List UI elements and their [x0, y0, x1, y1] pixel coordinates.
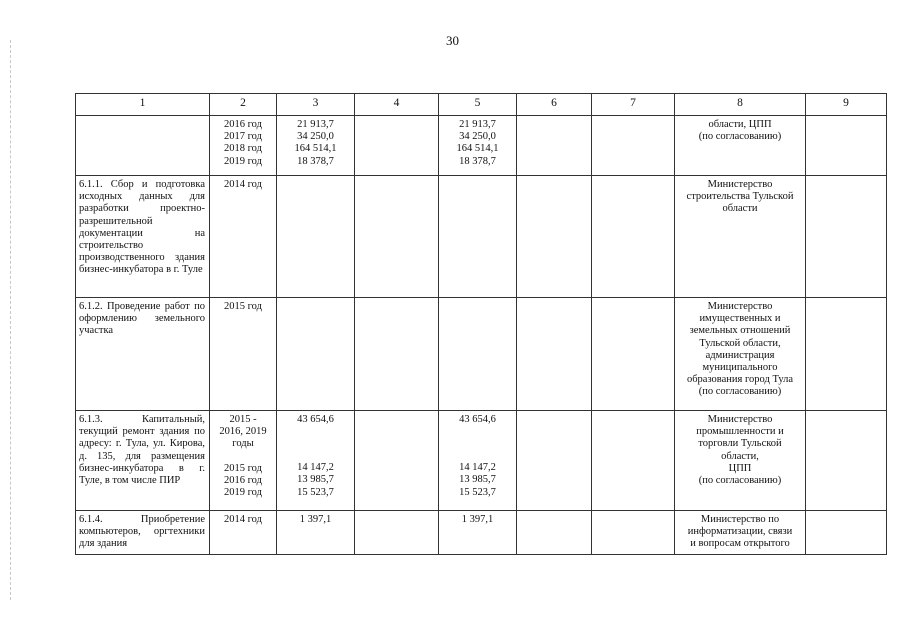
empty-cell — [517, 116, 592, 176]
empty-cell — [439, 298, 517, 411]
spacer — [280, 426, 351, 438]
empty-cell — [355, 411, 439, 511]
responsible-line: земельных отношений — [689, 325, 791, 337]
empty-cell — [592, 116, 675, 176]
col-header-3: 3 — [277, 94, 355, 116]
responsible-line: ЦПП — [728, 462, 752, 474]
total-amount-cell — [277, 116, 355, 176]
year-label: 2016 год — [224, 474, 262, 486]
table-row — [76, 511, 887, 555]
spacer — [280, 450, 351, 462]
table-row — [76, 176, 887, 298]
empty-cell — [517, 298, 592, 411]
year-label: 2018 год — [224, 143, 262, 155]
empty-cell — [592, 511, 675, 555]
responsible-line: торговли Тульской — [698, 438, 782, 450]
responsible-line: (по согласованию) — [698, 131, 782, 143]
responsible-line: имущественных и — [699, 313, 781, 325]
responsible-line: Министерство — [707, 414, 773, 425]
empty-cell — [517, 511, 592, 555]
amount-value: 14 147,2 — [459, 462, 496, 474]
responsible-cell — [675, 176, 806, 298]
spacer — [442, 438, 513, 450]
period-cell — [210, 298, 277, 411]
responsible-line: (по согласованию) — [698, 475, 782, 487]
table-row — [76, 298, 887, 411]
empty-cell — [517, 411, 592, 511]
year-label: 2019 год — [224, 155, 262, 167]
binding-margin-marks — [10, 40, 12, 600]
responsible-line: информатизации, связи — [687, 526, 793, 538]
col-header-8: 8 — [675, 94, 806, 116]
responsible-cell — [675, 298, 806, 411]
amount-value: 15 523,7 — [459, 486, 496, 498]
col-header-5: 5 — [439, 94, 517, 116]
empty-cell — [355, 116, 439, 176]
responsible-line: строительства Тульской — [686, 191, 794, 203]
amount-cell — [439, 511, 517, 555]
table-row — [76, 411, 887, 511]
measure-cell: 6.1.2. Проведение работ по оформлению земельного участка — [76, 298, 210, 411]
year-label: 2019 год — [224, 487, 262, 499]
amount-cell — [439, 411, 517, 511]
amount-value: 13 985,7 — [297, 474, 334, 486]
col-header-1: 1 — [76, 94, 210, 116]
empty-cell — [355, 511, 439, 555]
period-cell — [210, 176, 277, 298]
year-label: 2017 год — [224, 131, 262, 143]
measure-cell — [76, 116, 210, 176]
program-table — [75, 93, 887, 555]
spacer — [442, 450, 513, 462]
empty-cell — [592, 176, 675, 298]
responsible-line: промышленности и — [696, 426, 784, 438]
amount-value: 164 514,1 — [456, 143, 499, 155]
empty-cell — [806, 116, 887, 176]
period-cell — [210, 511, 277, 555]
responsible-line: Министерство — [707, 301, 773, 312]
responsible-cell — [675, 411, 806, 511]
period-cell — [210, 411, 277, 511]
responsible-cell — [675, 511, 806, 555]
period-label: 2015 - — [229, 414, 257, 425]
period-label: годы — [232, 438, 254, 450]
spacer — [442, 426, 513, 438]
measure-cell: 6.1.1. Сбор и подготовка исходных данных для разработки проектно-разрешительной документации на строительство производственного здания бизнес-инкубатора в г. Туле — [76, 176, 210, 298]
empty-cell — [355, 298, 439, 411]
amount-total: 43 654,6 — [459, 414, 496, 425]
responsible-line: (по согласованию) — [698, 386, 782, 398]
empty-cell — [517, 176, 592, 298]
empty-cell — [806, 298, 887, 411]
empty-cell — [277, 298, 355, 411]
measure-cell: 6.1.4. Приобретение компьютеров, оргтехники для здания — [76, 511, 210, 555]
amount-cell — [439, 116, 517, 176]
col-header-4: 4 — [355, 94, 439, 116]
responsible-line: образования город Тула — [686, 374, 794, 386]
responsible-line: Министерство — [707, 179, 773, 190]
responsible-line: Министерство по — [700, 514, 780, 525]
empty-cell — [439, 176, 517, 298]
responsible-line: области, — [721, 450, 759, 462]
amount-value: 164 514,1 — [294, 143, 337, 155]
empty-cell — [355, 176, 439, 298]
amount-value: 18 378,7 — [459, 155, 496, 167]
responsible-line: муниципального — [702, 362, 778, 374]
responsible-line: Тульской области, — [699, 337, 781, 349]
responsible-line: администрация — [705, 349, 775, 361]
amount-value: 34 250,0 — [297, 131, 334, 143]
col-header-9: 9 — [806, 94, 887, 116]
empty-cell — [277, 176, 355, 298]
amount-value: 18 378,7 — [297, 155, 334, 167]
responsible-line: и вопросам открытого — [690, 538, 790, 550]
year-label: 2015 год — [224, 301, 262, 312]
period-cell — [210, 116, 277, 176]
amount-value: 21 913,7 — [297, 119, 334, 130]
empty-cell — [806, 176, 887, 298]
total-amount-cell — [277, 411, 355, 511]
amount-value: 14 147,2 — [297, 462, 334, 474]
col-header-6: 6 — [517, 94, 592, 116]
spacer — [280, 438, 351, 450]
empty-cell — [592, 298, 675, 411]
table-row — [76, 116, 887, 176]
spacer — [213, 451, 273, 463]
empty-cell — [592, 411, 675, 511]
amount-value: 15 523,7 — [297, 486, 334, 498]
amount-value: 1 397,1 — [299, 514, 332, 525]
amount-value: 34 250,0 — [459, 131, 496, 143]
amount-total: 43 654,6 — [297, 414, 334, 425]
year-label: 2014 год — [224, 179, 262, 190]
amount-value: 13 985,7 — [459, 474, 496, 486]
responsible-line: области, ЦПП — [708, 119, 772, 130]
header-row — [76, 94, 887, 116]
empty-cell — [806, 511, 887, 555]
year-label: 2016 год — [224, 119, 262, 130]
responsible-line: области — [722, 203, 758, 215]
measure-cell: 6.1.3. Капитальный, текущий ремонт здания по адресу: г. Тула, ул. Кирова, д. 135, для размещения бизнес-инкубатора в г. Туле, в том числе ПИР — [76, 411, 210, 511]
page-number: 30 — [446, 33, 459, 48]
amount-value: 21 913,7 — [459, 119, 496, 130]
period-label: 2016, 2019 — [219, 426, 267, 438]
year-label: 2015 год — [224, 462, 262, 474]
col-header-2: 2 — [210, 94, 277, 116]
total-amount-cell — [277, 511, 355, 555]
year-label: 2014 год — [224, 514, 262, 525]
responsible-cell — [675, 116, 806, 176]
col-header-7: 7 — [592, 94, 675, 116]
amount-value: 1 397,1 — [461, 514, 494, 525]
empty-cell — [806, 411, 887, 511]
